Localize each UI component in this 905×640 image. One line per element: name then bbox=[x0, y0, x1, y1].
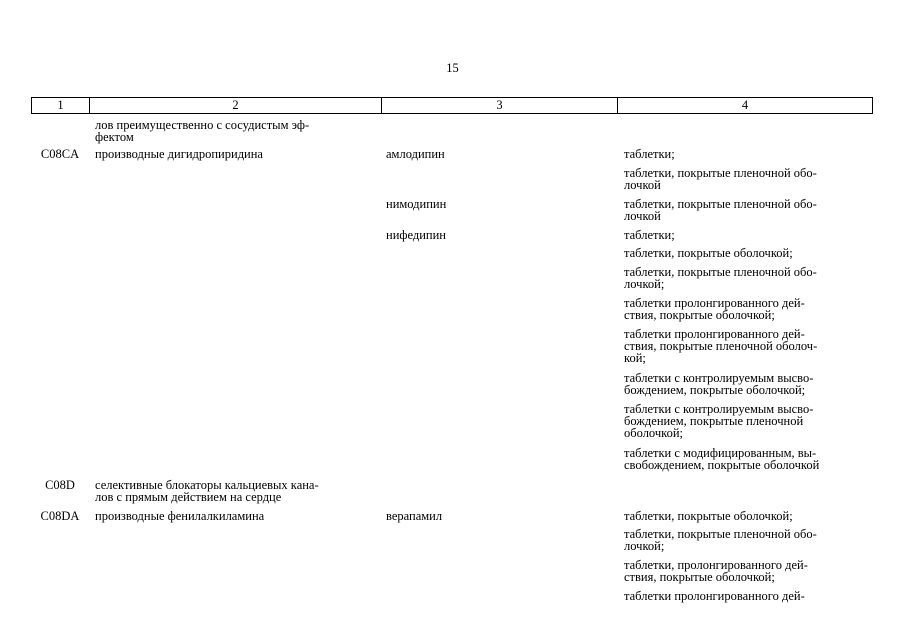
dosage-form-line: таблетки, покрытые пленочной обо- bbox=[624, 527, 817, 541]
dosage-form-line: лочкой bbox=[624, 178, 661, 192]
group-name-line: селективные блокаторы кальциевых кана- bbox=[95, 478, 319, 492]
dosage-form-line: таблетки; bbox=[624, 228, 675, 242]
dosage-form-line: ствия, покрытые оболочкой; bbox=[624, 570, 775, 584]
dosage-form-line: бождением, покрытые пленочной bbox=[624, 414, 804, 428]
dosage-form-line: бождением, покрытые оболочкой; bbox=[624, 383, 806, 397]
dosage-form-line: таблетки пролонгированного дей- bbox=[624, 327, 805, 341]
group-name: производные дигидропиридина bbox=[95, 147, 263, 161]
continued-group-line: лов преимущественно с сосудистым эф- bbox=[95, 118, 310, 132]
dosage-form-line: свобождением, покрытые оболочкой bbox=[624, 458, 820, 472]
dosage-form-line: таблетки пролонгированного дей- bbox=[624, 589, 805, 603]
atc-code: C08DA bbox=[40, 509, 80, 523]
header-cell-2: 2 bbox=[90, 98, 382, 113]
drug-name: верапамил bbox=[386, 509, 443, 523]
dosage-form-line: таблетки, покрытые оболочкой; bbox=[624, 509, 793, 523]
drug-name: амлодипин bbox=[386, 147, 445, 161]
dosage-form-line: лочкой bbox=[624, 209, 661, 223]
dosage-form-line: кой; bbox=[624, 351, 646, 365]
dosage-form-line: оболочкой; bbox=[624, 426, 683, 440]
header-cell-4: 4 bbox=[741, 98, 749, 112]
dosage-form-line: таблетки с модифицированным, вы- bbox=[624, 446, 817, 460]
group-name-line: лов с прямым действием на сердце bbox=[95, 490, 282, 504]
dosage-form-line: таблетки; bbox=[624, 147, 675, 161]
dosage-form-line: лочкой; bbox=[624, 277, 665, 291]
dosage-form-line: таблетки, покрытые пленочной обо- bbox=[624, 197, 817, 211]
group-name: производные фенилалкиламина bbox=[95, 509, 265, 523]
page-number: 15 bbox=[446, 61, 459, 75]
dosage-form-line: ствия, покрытые пленочной оболоч- bbox=[624, 339, 818, 353]
dosage-form-line: лочкой; bbox=[624, 539, 665, 553]
continued-group-line: фектом bbox=[95, 130, 134, 144]
dosage-form-line: таблетки с контролируемым высво- bbox=[624, 402, 814, 416]
dosage-form-line: таблетки, покрытые пленочной обо- bbox=[624, 265, 817, 279]
drug-name: нимодипин bbox=[386, 197, 447, 211]
dosage-form-line: таблетки с контролируемым высво- bbox=[624, 371, 814, 385]
dosage-form-line: таблетки, покрытые пленочной обо- bbox=[624, 166, 817, 180]
table-header-row bbox=[31, 97, 873, 114]
header-cell-3: 3 bbox=[382, 98, 618, 113]
drug-name: нифедипин bbox=[386, 228, 446, 242]
dosage-form-line: таблетки пролонгированного дей- bbox=[624, 296, 805, 310]
atc-code: C08D bbox=[45, 478, 75, 492]
header-cell-1: 1 bbox=[32, 98, 90, 113]
atc-code: C08CA bbox=[40, 147, 80, 161]
dosage-form-line: таблетки, покрытые оболочкой; bbox=[624, 246, 793, 260]
dosage-form-line: таблетки, пролонгированного дей- bbox=[624, 558, 808, 572]
dosage-form-line: ствия, покрытые оболочкой; bbox=[624, 308, 775, 322]
